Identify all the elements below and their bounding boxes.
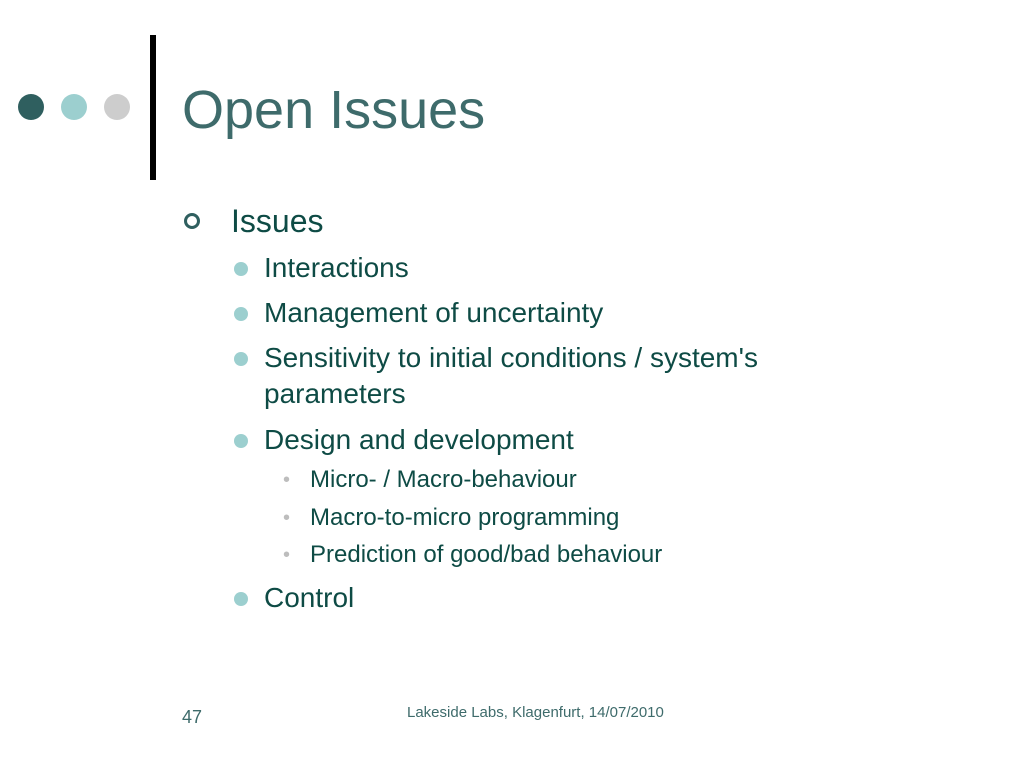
page-number: 47 — [182, 707, 203, 727]
sub-bullet-prediction: Prediction of good/bad behaviour — [310, 541, 663, 568]
sub-bullet-micro-macro: Micro- / Macro-behaviour — [310, 466, 577, 493]
dark-circle-decoration-icon — [18, 94, 44, 120]
bullet-issues: Issues — [231, 203, 324, 239]
slide-title: Open Issues — [182, 80, 486, 140]
bullet-management-of-uncertainty: Management of uncertainty — [264, 297, 604, 328]
footer-text: Lakeside Labs, Klagenfurt, 14/07/2010 — [407, 704, 664, 721]
bullet-sensitivity-continuation: parameters — [264, 378, 406, 409]
dot-bullet-icon: • — [283, 507, 291, 529]
dot-bullet-icon: • — [283, 469, 291, 491]
circle-bullet-icon — [234, 352, 248, 366]
bullet-interactions: Interactions — [264, 252, 409, 283]
bullet-sensitivity: Sensitivity to initial conditions / system's — [264, 342, 758, 373]
sub-bullet-macro-to-micro: Macro-to-micro programming — [310, 504, 620, 531]
bullet-control: Control — [264, 582, 355, 613]
dot-bullet-icon: • — [283, 544, 291, 566]
circle-bullet-icon — [234, 434, 248, 448]
gray-circle-decoration-icon — [104, 94, 130, 120]
light-circle-decoration-icon — [61, 94, 87, 120]
bullet-design-and-development: Design and development — [264, 424, 574, 455]
circle-bullet-icon — [234, 307, 248, 321]
circle-bullet-icon — [234, 262, 248, 276]
hollow-circle-bullet-icon — [184, 213, 200, 229]
title-divider — [150, 35, 156, 180]
circle-bullet-icon — [234, 592, 248, 606]
